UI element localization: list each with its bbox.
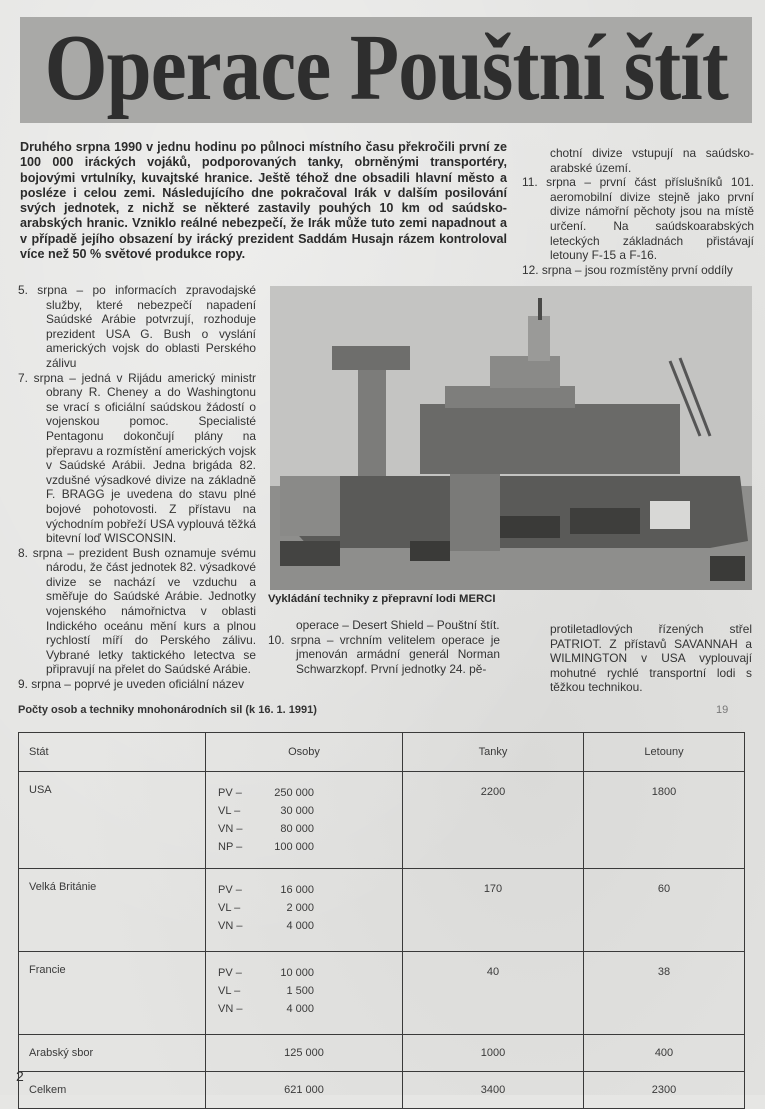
cell-osoby: 621 000 xyxy=(206,1072,403,1109)
cell-letouny: 2300 xyxy=(584,1072,745,1109)
personnel-code: VN – xyxy=(218,920,243,932)
personnel-code: VN – xyxy=(218,1003,243,1015)
letouny-value: 1800 xyxy=(651,786,677,798)
table-row xyxy=(19,952,745,1035)
continuation-text: operace – Desert Shield – Pouštní štít. xyxy=(296,618,500,632)
header-osoby: Osoby xyxy=(206,733,403,772)
personnel-line xyxy=(218,838,402,856)
personnel-code: NP – xyxy=(218,841,243,853)
chronology-entry xyxy=(522,175,754,263)
entry-text: prezident Bush oznamuje svému národu, že část jednotek 82. výsadkové divize se nachází ve vzduchu a směřuje do Saúdské Arábie. Jednotky vojenského námořnictva v oblasti Indického oceánu mění kurs a plnou rychlostí míří do Perského zálivu. Vybrané letky taktického letectva se připravují na přelet do Saúdské Arábie. xyxy=(46,545,256,677)
tanky-value: 170 xyxy=(483,883,503,895)
chronology-entry xyxy=(18,677,256,692)
personnel-code: PV – xyxy=(218,884,242,896)
cell-tanky: 1000 xyxy=(403,1035,584,1072)
personnel-value: 10 000 xyxy=(280,967,314,979)
personnel-line xyxy=(218,802,402,820)
entry-date: 10. srpna – xyxy=(268,632,334,647)
cell-stat: Velká Británie xyxy=(19,869,206,952)
table-header-row xyxy=(19,733,745,772)
letouny-value: 60 xyxy=(657,883,671,895)
cell-osoby xyxy=(206,869,403,952)
cell-letouny xyxy=(584,952,745,1035)
cell-stat: Arabský sbor xyxy=(19,1035,206,1072)
chronology-entry xyxy=(18,283,256,371)
entry-date: 5. srpna – xyxy=(18,283,84,297)
cell-tanky xyxy=(403,952,584,1035)
personnel-line xyxy=(218,917,402,935)
entry-date: 8. srpna – xyxy=(18,545,74,560)
personnel-line xyxy=(218,784,402,802)
personnel-value: 30 000 xyxy=(280,805,314,817)
personnel-value: 16 000 xyxy=(280,884,314,896)
table-row xyxy=(19,1035,745,1072)
cell-tanky: 3400 xyxy=(403,1072,584,1109)
entry-date: 12. srpna – xyxy=(522,262,582,277)
personnel-value: 80 000 xyxy=(280,823,314,835)
personnel-code: VL – xyxy=(218,805,241,817)
cell-stat: Celkem xyxy=(19,1072,206,1109)
ship-photo xyxy=(270,286,752,590)
cell-letouny xyxy=(584,772,745,869)
entry-text: jsou rozmístěny první oddíly xyxy=(584,262,733,277)
cell-stat: Francie xyxy=(19,952,206,1035)
personnel-code: VN – xyxy=(218,823,243,835)
continuation-text: protiletadlových řízených střel PATRIOT. Z přístavů SAVANNAH a WILMINGTON v USA vyplouvají mohutné rychlé transportní lodi s těžkou technikou. xyxy=(550,622,752,695)
personnel-line xyxy=(218,1000,402,1018)
cell-tanky xyxy=(403,772,584,869)
page-title: Operace Pouštní štít xyxy=(44,17,728,120)
photo-caption: Vykládání techniky z přepravní lodi MERCI xyxy=(268,593,496,605)
cell-osoby: 125 000 xyxy=(206,1035,403,1072)
chronology-entry xyxy=(18,546,256,677)
personnel-code: PV – xyxy=(218,967,242,979)
entry-date: 9. srpna – xyxy=(18,677,71,692)
continuation-text: chotní divize vstupují na saúdsko-arabské území. xyxy=(550,146,754,175)
table-title: Počty osob a techniky mnohonárodních sil (k 16. 1. 1991) xyxy=(18,704,317,716)
table-row xyxy=(19,772,745,869)
chronology-right-bottom xyxy=(522,622,752,695)
chronology-entry xyxy=(18,371,256,546)
entry-text: vrchním velitelem operace je jmenován armádní generál Norman Schwarzkopf. První jednotky 24. pě- xyxy=(296,632,500,676)
cell-stat: USA xyxy=(19,772,206,869)
personnel-line xyxy=(218,982,402,1000)
header-stat: Stát xyxy=(19,733,206,772)
entry-date: 11. srpna – xyxy=(522,175,592,190)
header-letouny: Letouny xyxy=(584,733,745,772)
chronology-right-top xyxy=(522,146,754,277)
entry-date: 7. srpna – xyxy=(18,370,76,385)
cell-osoby xyxy=(206,952,403,1035)
entry-text: po informacích zpravodajské služby, které nebezpečí napadení Saúdské Arábie potvrzují, rozhoduje prezident USA G. Bush o vyslání amerických vojsk do oblasti Perského zálivu xyxy=(46,283,256,370)
entry-text: poprvé je uveden oficiální název xyxy=(74,677,245,692)
title-banner xyxy=(20,17,752,123)
chronology-entry xyxy=(522,263,754,278)
personnel-value: 1 500 xyxy=(286,985,314,997)
cell-osoby xyxy=(206,772,403,869)
table-row xyxy=(19,869,745,952)
personnel-value: 100 000 xyxy=(274,841,314,853)
personnel-value: 4 000 xyxy=(286,920,314,932)
personnel-value: 2 000 xyxy=(286,902,314,914)
personnel-value: 250 000 xyxy=(274,787,314,799)
personnel-code: PV – xyxy=(218,787,242,799)
table-row-total xyxy=(19,1072,745,1109)
tanky-value: 40 xyxy=(486,966,500,978)
page-number: 2 xyxy=(16,1068,24,1084)
tanky-value: 2200 xyxy=(480,786,506,798)
cell-letouny: 400 xyxy=(584,1035,745,1072)
letouny-value: 38 xyxy=(657,966,671,978)
personnel-code: VL – xyxy=(218,902,241,914)
cell-tanky xyxy=(403,869,584,952)
chronology-entry xyxy=(268,633,500,677)
personnel-value: 4 000 xyxy=(286,1003,314,1015)
entry-text: první část příslušníků 101. aeromobilní divize stejně jako první divize námořní pěchoty jsou na místě určení. Na saúdskoarabských leteckých základnách přistávají letouny F-15 a F-16. xyxy=(550,175,754,263)
lead-paragraph: Druhého srpna 1990 v jednu hodinu po půlnoci místního času překročili první ze 100 000 iráckých vojáků, podporovaných tanky, obrněnými transportéry, bojovými vrtulníky, kuvajtské hranice. Ještě téhož dne obsadili hlavní město a posléze i celou zemi. Následujícího dne pokračoval Irák v dalším posilování svých jednotek, z nichž se některé zastavily pouhých 10 km od saúdsko-arabských hranic. Vzniklo reálné nebezpečí, že Irák může tuto zemi napadnout a v případě jejího obsazení by irácký prezident Saddám Husajn rázem kontroloval více než 50 % světové produkce ropy. xyxy=(20,140,507,262)
personnel-line xyxy=(218,820,402,838)
chronology-middle xyxy=(268,618,500,676)
ship-illustration xyxy=(270,286,752,590)
personnel-line xyxy=(218,964,402,982)
forces-table xyxy=(18,732,745,1109)
cell-letouny xyxy=(584,869,745,952)
entry-text: jedná v Rijádu americký ministr obrany R. Cheney a do Washingtonu se vrací s oficiální saúdskou žádostí o vojenskou pomoc. Specialisté Pentagonu dokončují plány na přepravu a rozmístění amerických vojsk v Saúdské Arábii. Jedna brigáda 82. vzdušné výsadkové divize na základně F. BRAGG je uvedena do stavu plné bojové pohotovosti. Z přístavu na východním pobřeží USA vyplouvá těžká bitevní loď WISCONSIN. xyxy=(46,370,256,546)
personnel-code: VL – xyxy=(218,985,241,997)
chronology-left xyxy=(18,283,256,692)
handwritten-mark: 19 xyxy=(716,704,729,716)
header-tanky: Tanky xyxy=(403,733,584,772)
personnel-line xyxy=(218,881,402,899)
personnel-line xyxy=(218,899,402,917)
